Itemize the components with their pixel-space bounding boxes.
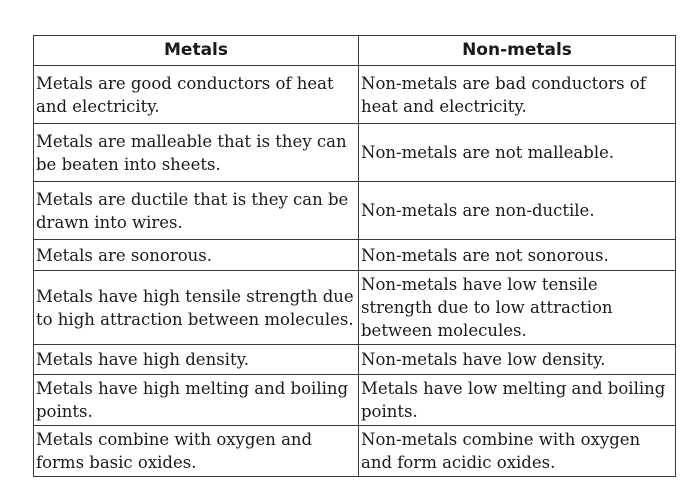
table-row <box>34 66 676 124</box>
metals-cell: Metals are ductile that is they can be drawn into wires. <box>34 182 359 240</box>
header-row <box>34 36 676 66</box>
table-row <box>34 426 676 477</box>
metals-cell: Metals combine with oxygen and forms basic oxides. <box>34 426 359 477</box>
metals-vs-nonmetals-table <box>33 35 676 477</box>
metals-cell: Metals are good conductors of heat and electricity. <box>34 66 359 124</box>
table-row <box>34 345 676 375</box>
metals-cell: Metals have high density. <box>34 345 359 375</box>
header-nonmetals: Non-metals <box>359 36 676 66</box>
table-row <box>34 375 676 426</box>
table-row <box>34 271 676 345</box>
metals-cell: Metals are malleable that is they can be beaten into sheets. <box>34 124 359 182</box>
header-metals: Metals <box>34 36 359 66</box>
table-row <box>34 124 676 182</box>
metals-cell: Metals are sonorous. <box>34 240 359 271</box>
metals-cell: Metals have high melting and boiling points. <box>34 375 359 426</box>
metals-cell: Metals have high tensile strength due to high attraction between molecules. <box>34 271 359 345</box>
nonmetals-cell: Non-metals have low density. <box>359 345 676 375</box>
nonmetals-cell: Non-metals are non-ductile. <box>359 182 676 240</box>
nonmetals-cell: Non-metals are not malleable. <box>359 124 676 182</box>
nonmetals-cell: Non-metals are not sonorous. <box>359 240 676 271</box>
nonmetals-cell: Non-metals combine with oxygen and form acidic oxides. <box>359 426 676 477</box>
table-row <box>34 182 676 240</box>
table-row <box>34 240 676 271</box>
nonmetals-cell: Non-metals are bad conductors of heat and electricity. <box>359 66 676 124</box>
nonmetals-cell: Metals have low melting and boiling points. <box>359 375 676 426</box>
nonmetals-cell: Non-metals have low tensile strength due to low attraction between molecules. <box>359 271 676 345</box>
